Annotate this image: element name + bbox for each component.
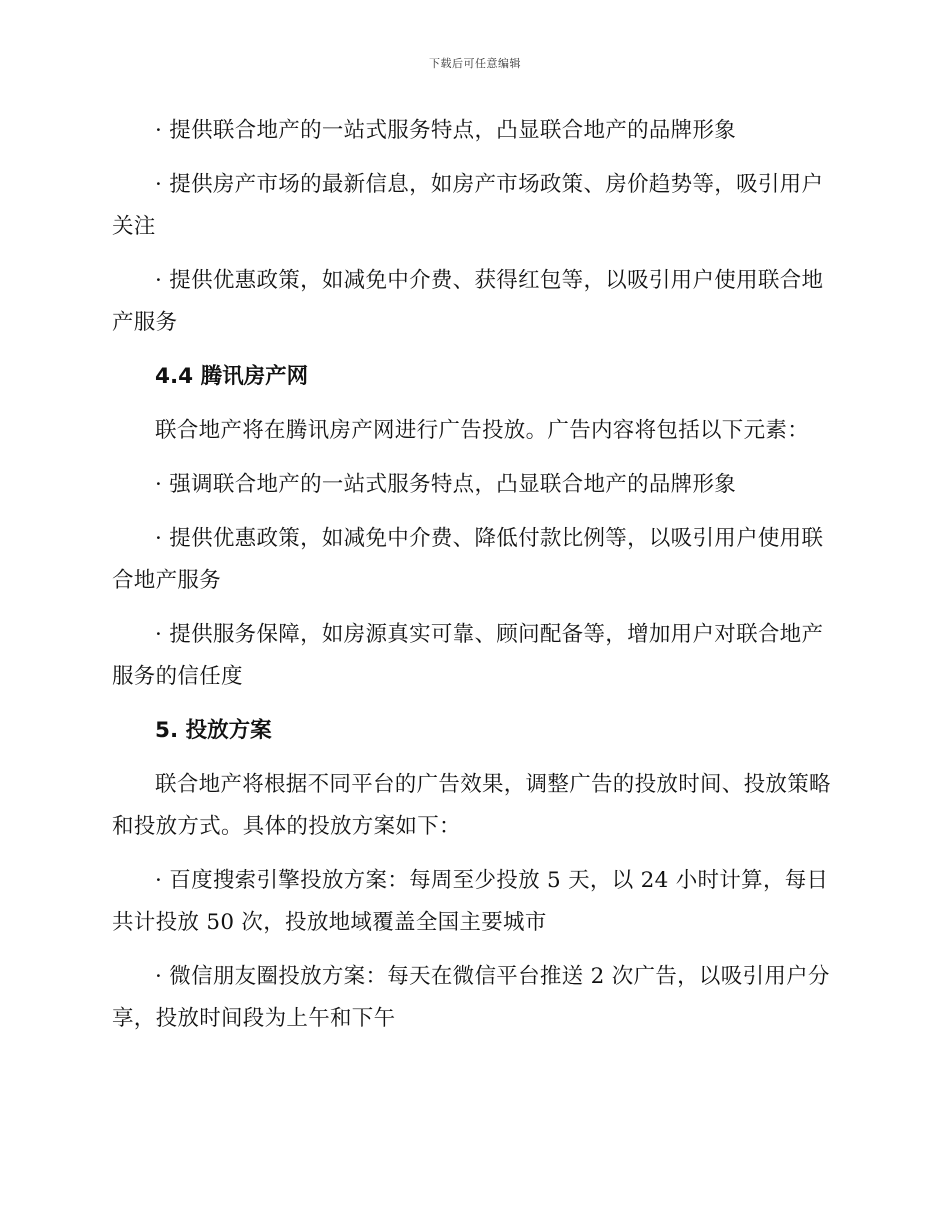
bullet-paragraph: · 强调联合地产的一站式服务特点，凸显联合地产的品牌形象 xyxy=(155,472,737,497)
bullet-paragraph: · 提供优惠政策，如减免中介费、获得红包等，以吸引用户使用联合地产服务 xyxy=(112,268,824,335)
bullet-paragraph: · 提供服务保障，如房源真实可靠、顾问配备等，增加用户对联合地产服务的信任度 xyxy=(112,622,824,689)
page-header-note: 下载后可任意编辑 xyxy=(429,57,521,70)
bullet-paragraph: · 微信朋友圈投放方案：每天在微信平台推送 2 次广告，以吸引用户分享，投放时间段为上午和下午 xyxy=(112,964,830,1031)
section-heading: 5. 投放方案 xyxy=(155,718,272,743)
bullet-paragraph: · 提供房产市场的最新信息，如房产市场政策、房价趋势等，吸引用户关注 xyxy=(112,172,824,239)
body-paragraph: 联合地产将在腾讯房产网进行广告投放。广告内容将包括以下元素： xyxy=(155,418,810,443)
bullet-paragraph: · 提供联合地产的一站式服务特点，凸显联合地产的品牌形象 xyxy=(155,118,737,143)
bullet-paragraph: · 百度搜索引擎投放方案：每周至少投放 5 天，以 24 小时计算，每日共计投放 50 次，投放地域覆盖全国主要城市 xyxy=(112,868,829,935)
body-paragraph: 联合地产将根据不同平台的广告效果，调整广告的投放时间、投放策略和投放方式。具体的投放方案如下： xyxy=(112,772,831,839)
document-body xyxy=(112,110,832,1052)
section-heading: 4.4 腾讯房产网 xyxy=(155,364,309,389)
bullet-paragraph: · 提供优惠政策，如减免中介费、降低付款比例等，以吸引用户使用联合地产服务 xyxy=(112,526,824,593)
